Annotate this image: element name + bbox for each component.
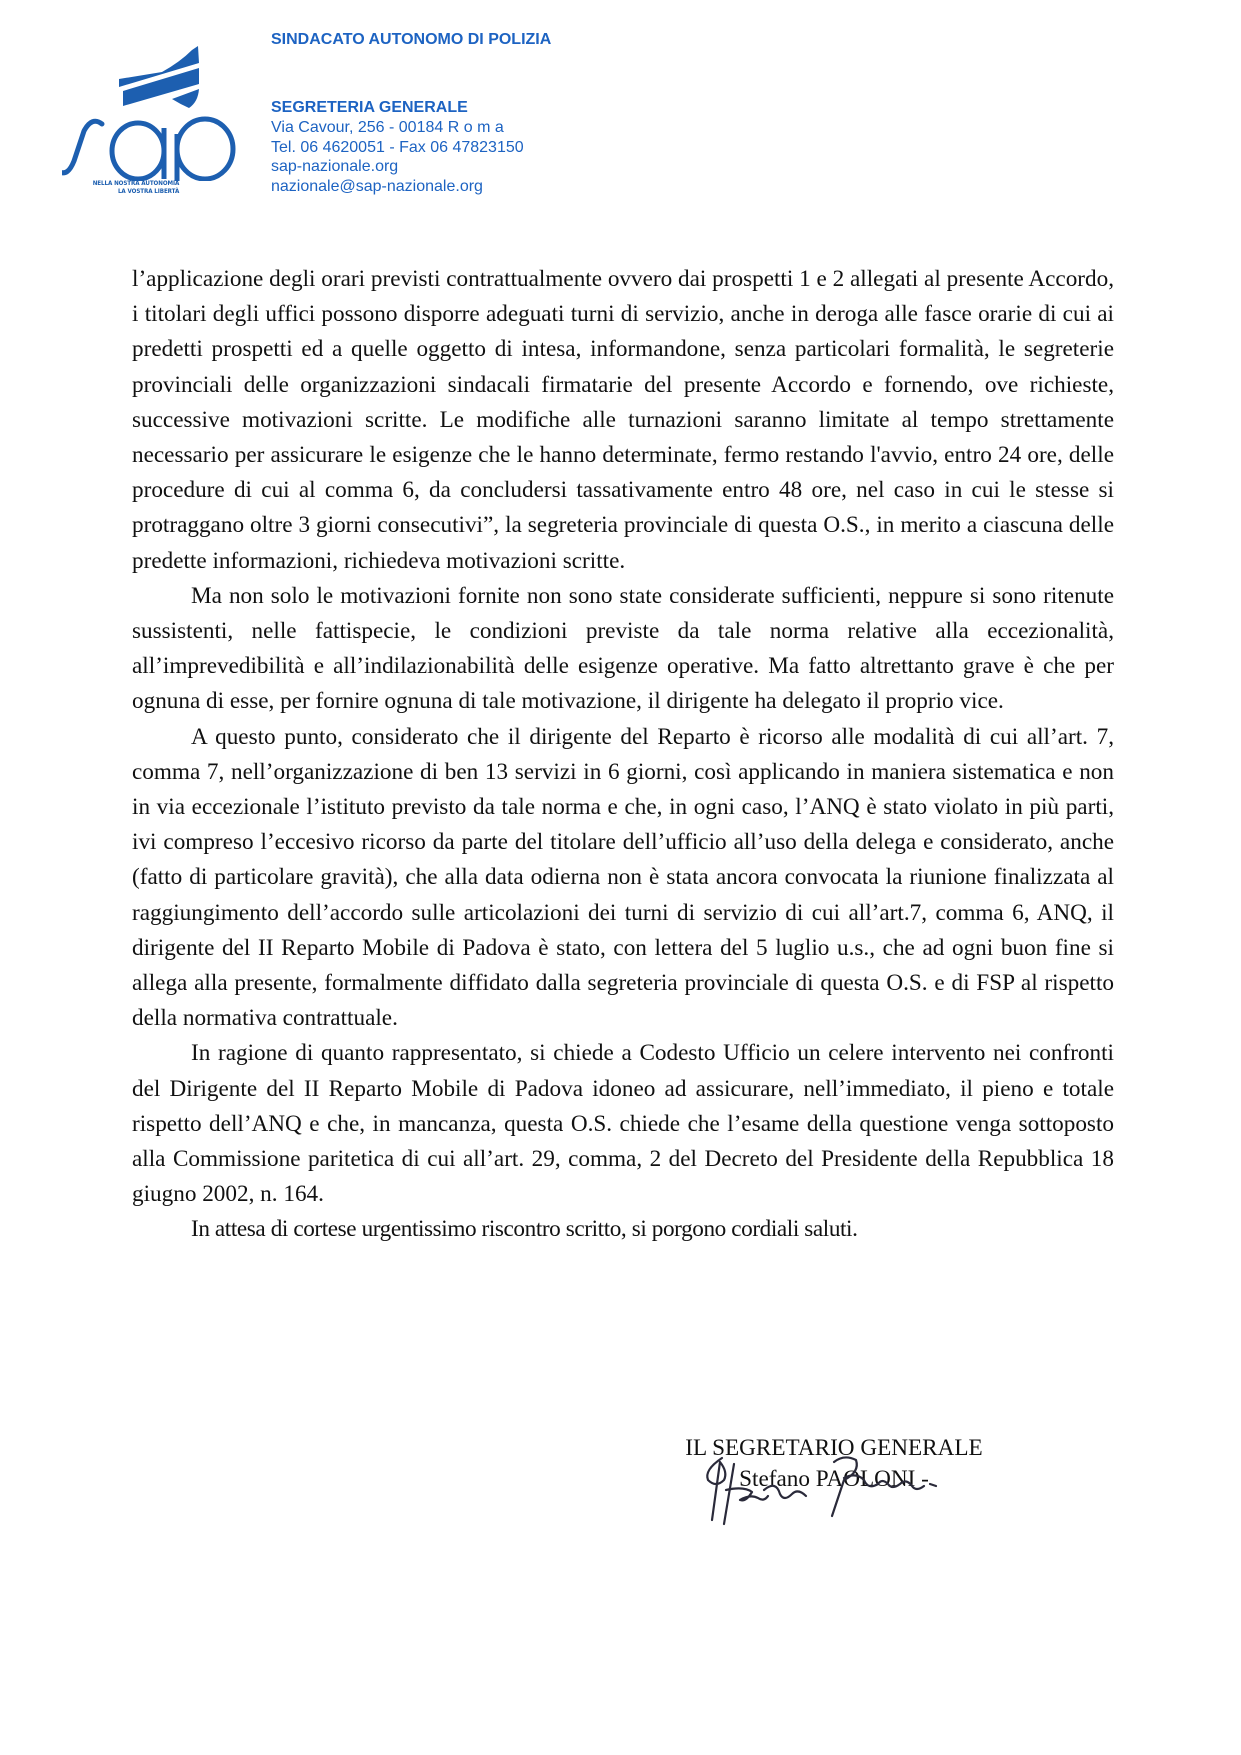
logo-letter-p (177, 119, 233, 179)
logo-letter-s (62, 121, 102, 173)
website-link[interactable]: sap-nazionale.org (271, 158, 399, 175)
signatory-name: Stefano PAOLONI - (739, 1466, 929, 1492)
letterhead (271, 30, 551, 196)
logo-letter-a (112, 123, 164, 179)
paragraph-1: l’applicazione degli orari previsti contrattualmente ovvero dai prospetti 1 e 2 allegati al presente Accordo, i titolari degli uffici possono disporre adeguati turni di servizio, anche in deroga alle fasce orarie di cui ai predetti prospetti ed a quelle oggetto di intesa, informandone, senza particolari formalità, le segreterie provinciali delle organizzazioni sindacali firmatarie del presente Accordo e fornendo, ove richieste, successive motivazioni scritte. Le modifiche alle turnazioni saranno limitate al tempo strettamente necessario per assicurare le esigenze che le hanno determinate, fermo restando l'avvio, entro 24 ore, delle procedure di cui al comma 6, da concludersi tassativamente entro 48 ore, nel caso in cui le stesse si protraggano oltre 3 giorni consecutivi”, la segreteria provinciale di questa O.S., in merito a ciascuna delle predette informazioni, richiedeva motivazioni scritte. (132, 266, 1114, 574)
sap-logo (62, 36, 262, 208)
logo-tagline: NELLA NOSTRA AUTONOMIA LA VOSTRA LIBERTÀ (92, 179, 180, 195)
signatory-title: IL SEGRETARIO GENERALE (685, 1435, 983, 1461)
police-cap-icon (62, 36, 262, 181)
address: Via Cavour, 256 - 00184 R o m a (271, 119, 504, 136)
paragraph-4: In ragione di quanto rappresentato, si chiede a Codesto Ufficio un celere intervento nei confronti del Dirigente del II Reparto Mobile di Padova idoneo ad assicurare, nell’immediato, il pieno e totale rispetto dell’ANQ e che, in mancanza, questa O.S. chiede che l’esame della questione venga sottoposto alla Commissione paritetica di cui all’art. 29, comma, 2 del Decreto del Presidente della Repubblica 18 giugno 2002, n. 164. (132, 1040, 1114, 1208)
office-name: SEGRETERIA GENERALE (271, 99, 468, 116)
phone-fax: Tel. 06 4620051 - Fax 06 47823150 (271, 138, 524, 156)
paragraph-3: A questo punto, considerato che il dirigente del Reparto è ricorso alle modalità di cui all’art. 7, comma 7, nell’organizzazione di ben 13 servizi in 6 giorni, così applicando in maniera sistematica e non in via eccezionale l’istituto previsto da tale norma e che, in ogni caso, l’ANQ è stato violato in più parti, ivi compreso l’eccesivo ricorso da parte del titolare dell’ufficio all’uso della delega e considerato, anche (fatto di particolare gravità), che alla data odierna non è stata ancora convocata la riunione finalizzata al raggiungimento dell’accordo sulle articolazioni dei turni di servizio di cui all’art.7, comma 6, ANQ, il dirigente del II Reparto Mobile di Padova è stato, con lettera del 5 luglio u.s., che ad ogni buon fine si allega alla presente, formalmente diffidato dalla segreteria provinciale di questa O.S. e di FSP al rispetto della normativa contrattuale. (132, 723, 1114, 1032)
letter-body (132, 262, 1114, 1248)
organization-name: SINDACATO AUTONOMO DI POLIZIA (271, 31, 552, 48)
closing-paragraph: In attesa di cortese urgentissimo riscontro scritto, si porgono cordiali saluti. (191, 1216, 858, 1243)
paragraph-2: Ma non solo le motivazioni fornite non sono state considerate sufficienti, neppure si sono ritenute sussistenti, nelle fattispecie, le condizioni previste da tale norma relative alla eccezionalità, all’imprevedibilità e all’indilazionabilità delle esigenze operative. Ma fatto altrettanto grave è che per ognuna di esse, per fornire ognuna di tale motivazione, il dirigente ha delegato il proprio vice. (132, 582, 1114, 715)
handwritten-signature-icon (694, 1450, 954, 1530)
email-link[interactable]: nazionale@sap-nazionale.org (271, 177, 483, 195)
